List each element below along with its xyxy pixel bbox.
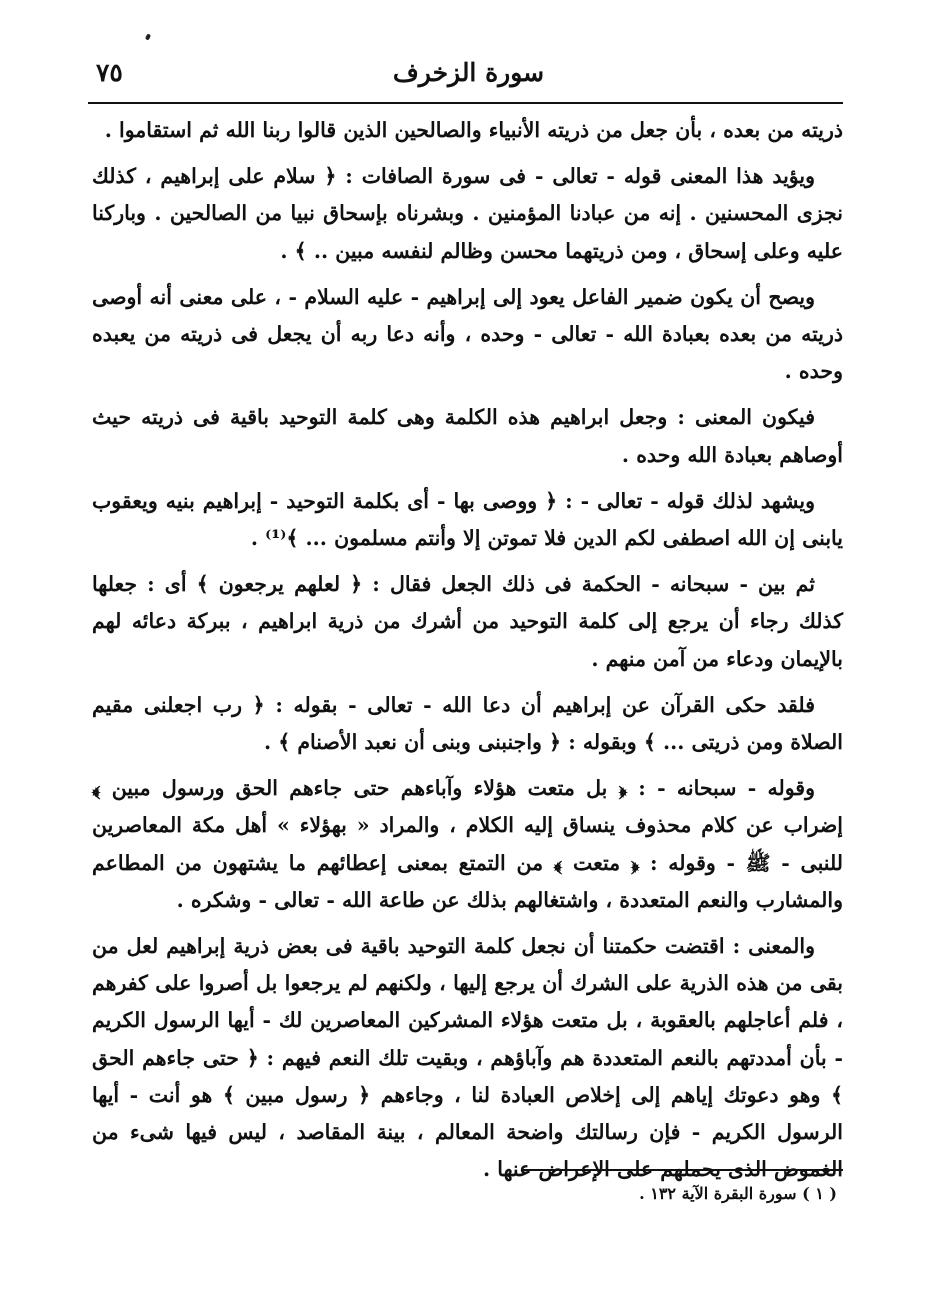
paragraph-9: والمعنى : اقتضت حكمتنا أن نجعل كلمة التوحيد باقية فى بعض ذرية إبراهيم لعل من بقى من هذه الذرية على الشرك أن يرجع إليها ، ولكنهم لم يرجعوا بل أصروا على كفرهم ، فلم أعاجلهم بالعقوبة ، بل متعت هؤلاء المشركين المعاصرين لك - أيها الرسول الكريم - بأن أمددتهم بالنعم المتعددة هم وآباؤهم ، وبقيت تلك النعم فيهم : ﴿ حتى جاءهم الحق ﴾ وهو دعوتك إياهم إلى إخلاص العبادة لنا ، وجاءهم ﴿ رسول مبين ﴾ هو أنت - أيها الرسول الكريم - فإن رسالتك واضحة المعالم ، بينة المقاصد ، ليس فيها شىء من الغموض الذى يحملهم على الإعراض عنها . (92, 934, 843, 1182)
paragraph-7: فلقد حكى القرآن عن إبراهيم أن دعا الله - تعالى - بقوله : ﴿ رب اجعلنى مقيم الصلاة ومن ذريتى ... ﴾ وبقوله : ﴿ واجنبنى وبنى أن نعبد الأصنام ﴾ . (92, 692, 843, 755)
paragraph-4: فيكون المعنى : وجعل ابراهيم هذه الكلمة وهى كلمة التوحيد باقية فى ذريته حيث أوصاهم بعبادة الله وحده . (92, 405, 843, 467)
running-title: سورة الزخرف (392, 58, 545, 87)
paragraph-3: ويصح أن يكون ضمير الفاعل يعود إلى إبراهيم - عليه السلام - ، على معنى أنه أوصى ذريته من بعده بعبادة الله - تعالى - وحده ، وأنه دعا ربه أن يجعل فى ذريته من يعبده وحده . (92, 284, 843, 384)
paragraph-8: وقوله - سبحانه - : ﴿ بل متعت هؤلاء وآباءهم حتى جاءهم الحق ورسول مبين ﴾ إضراب عن كلام محذوف ينساق إليه الكلام ، والمراد « بهؤلاء » أهل مكة المعاصرين للنبى - ﷺ - وقوله : ﴿ متعت ﴾ من التمتع بمعنى إعطائهم ما يشتهون من المطاعم والمشارب والنعم المتعددة ، واشتغالهم بذلك عن طاعة الله - تعالى - وشكره . (92, 776, 843, 912)
paragraph-2: ويؤيد هذا المعنى قوله - تعالى - فى سورة الصافات : ﴿ سلام على إبراهيم ، كذلك نجزى المحسنين . إنه من عبادنا المؤمنين . وبشرناه بإسحاق نبيا من الصالحين . وباركنا عليه وعلى إسحاق ، ومن ذريتهما محسن وظالم لنفسه مبين .. ﴾ . (92, 164, 843, 263)
footnote: ( ١ ) سورة البقرة الآية ١٣٢ . (639, 1184, 837, 1203)
page-header (96, 56, 841, 96)
paragraph-6: ثم بين - سبحانه - الحكمة فى ذلك الجعل فقال : ﴿ لعلهم يرجعون ﴾ أى : جعلها كذلك رجاء أن يرجع إلى كلمة التوحيد من أشرك من ذرية ابراهيم ، ببركة دعائه لهم بالإيمان ودعاء من آمن منهم . (92, 572, 843, 671)
paragraph-5: ويشهد لذلك قوله - تعالى - : ﴿ ووصى بها - أى بكلمة التوحيد - إبراهيم بنيه ويعقوب يابنى إن الله اصطفى لكم الدين فلا تموتن إلا وأنتم مسلمون ... ﴾⁽¹⁾ . (92, 488, 843, 551)
paragraph-1: ذريته من بعده ، بأن جعل من ذريته الأنبياء والصالحين الذين قالوا ربنا الله ثم استقاموا . (104, 118, 843, 142)
main-text (92, 112, 843, 1197)
page-number: ٧٥ (96, 58, 123, 87)
ink-speck (145, 33, 151, 40)
header-rule (88, 102, 843, 104)
footnote-rule (523, 1169, 843, 1171)
